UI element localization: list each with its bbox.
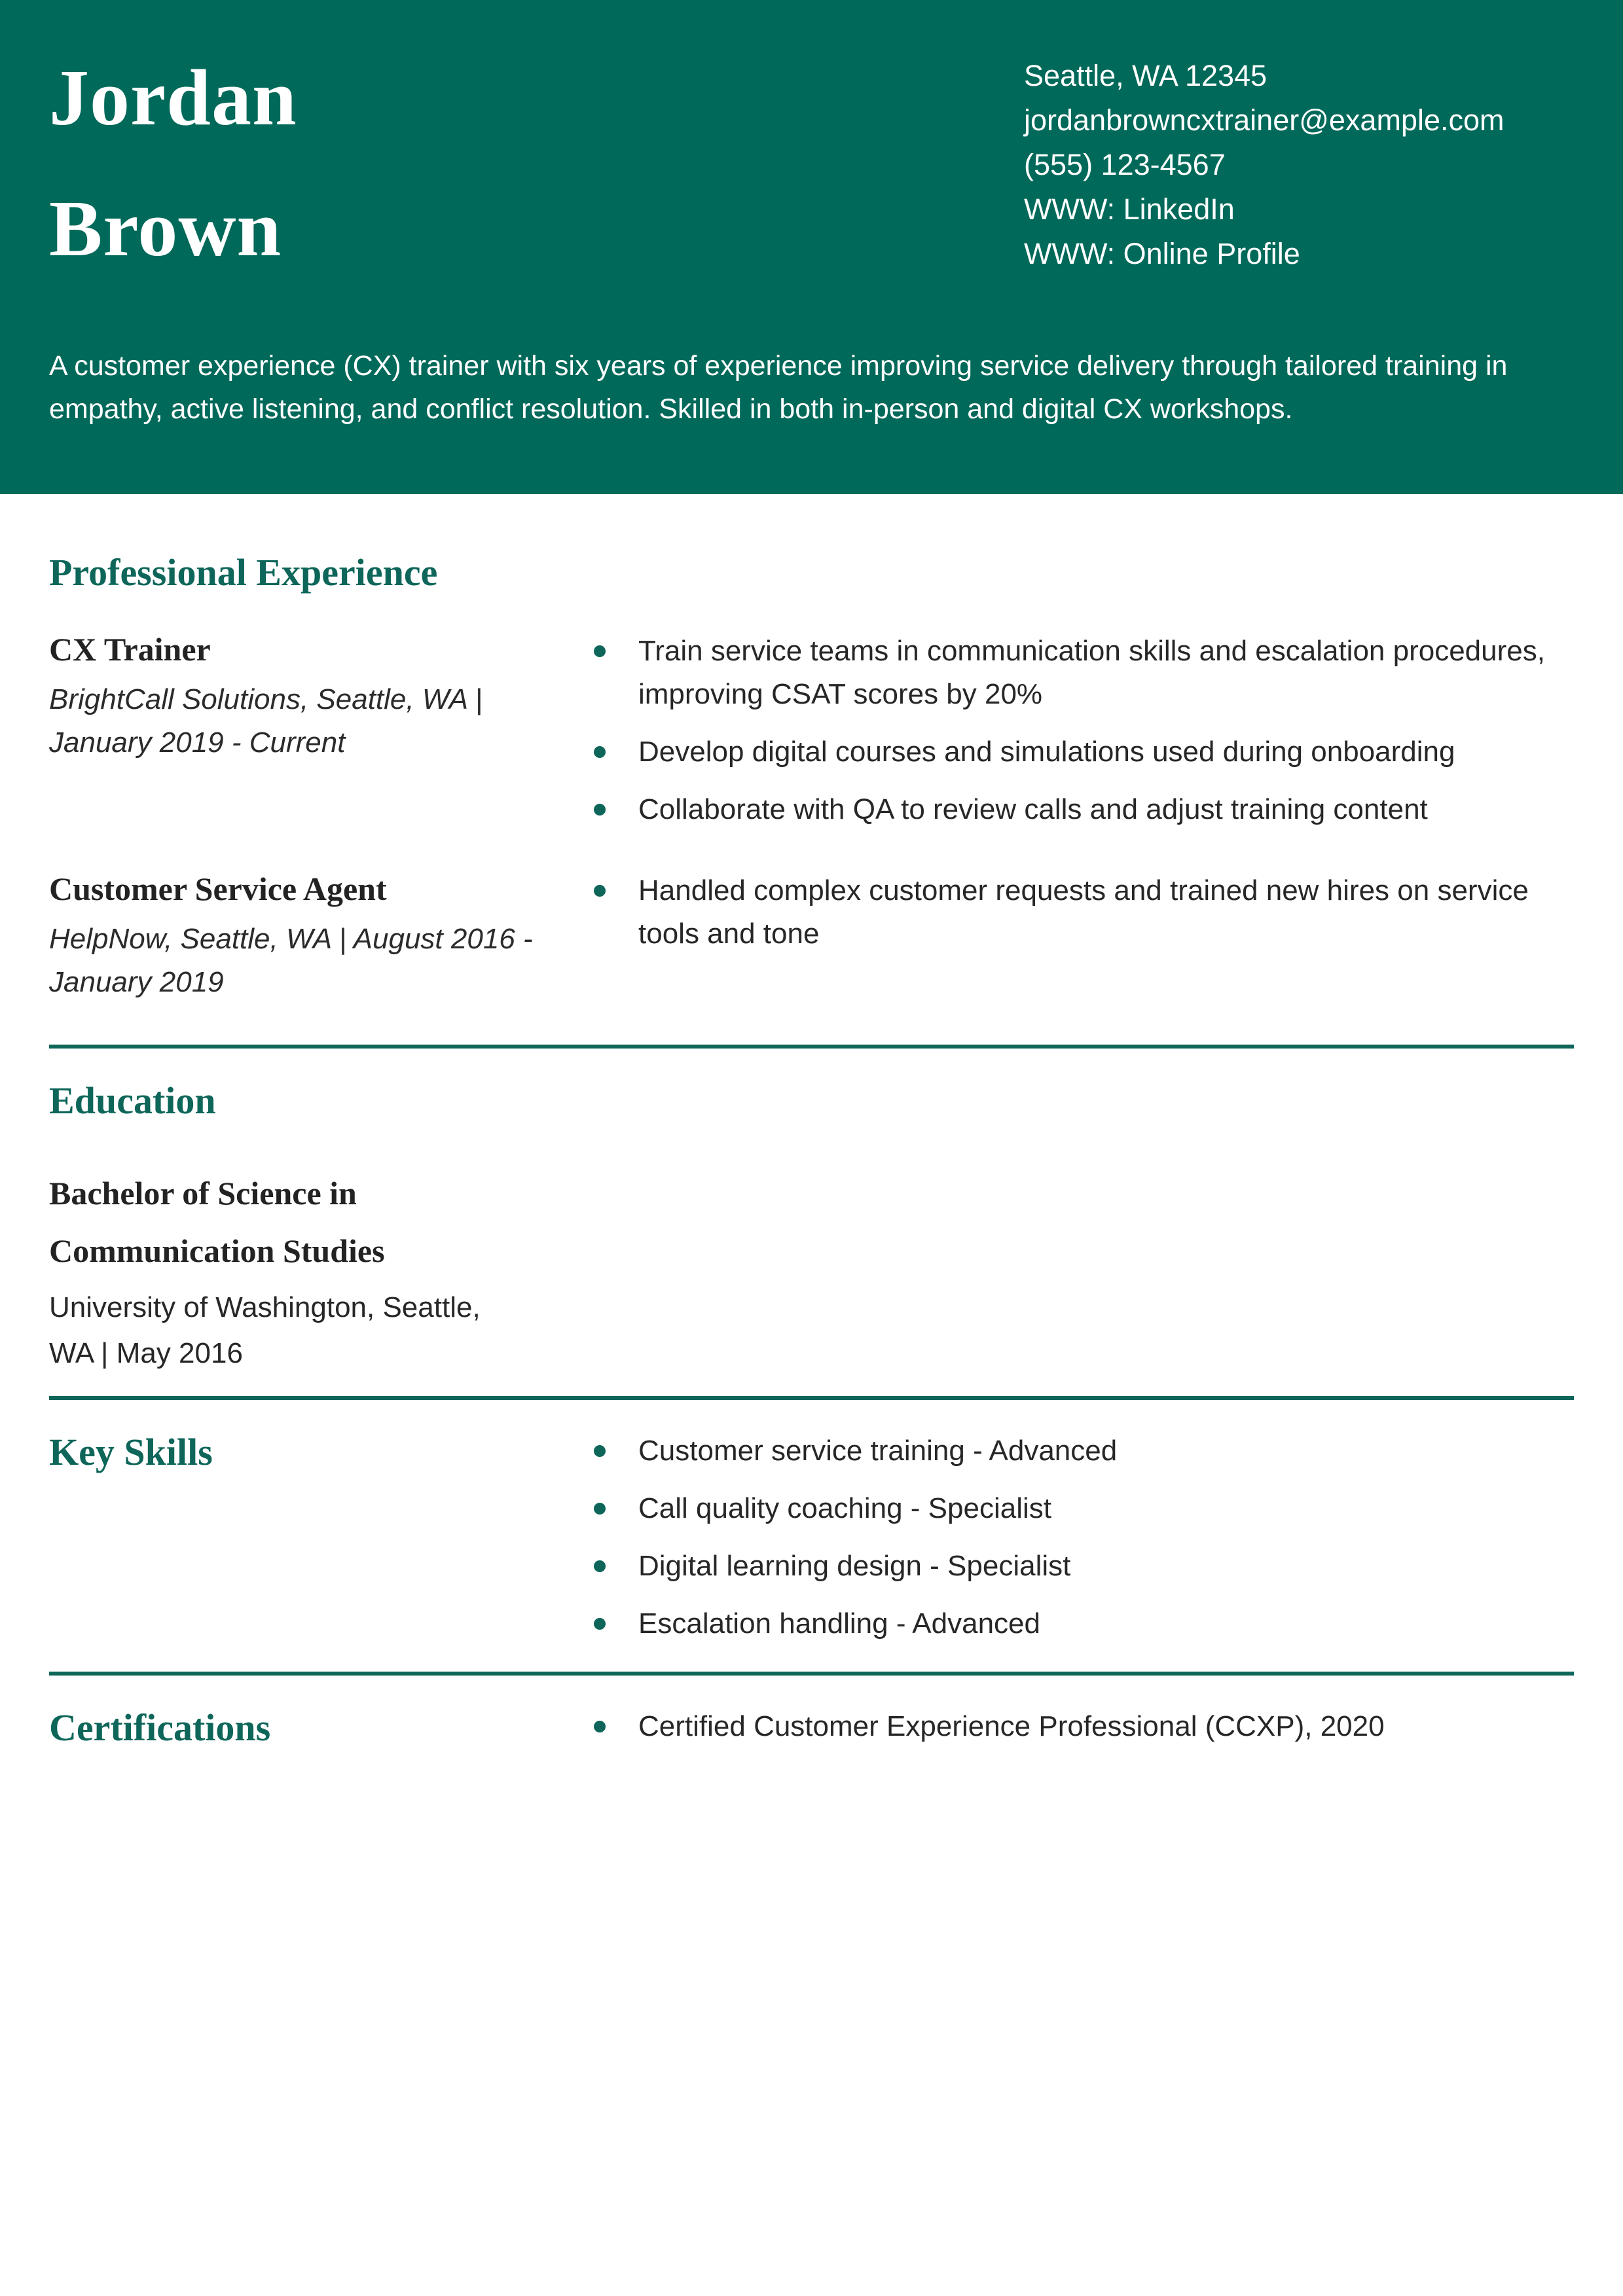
header-top-row: [49, 33, 1574, 295]
key-skills-heading: Key Skills: [49, 1431, 213, 1473]
certifications-bullet-list: [593, 1705, 1574, 1748]
candidate-first-name: Jordan: [49, 54, 297, 142]
section-certifications: [49, 1705, 1574, 1751]
job-bullet: Train service teams in communication skills and escalation procedures, improving CSAT scores by 20%: [593, 630, 1574, 716]
job-bullet-list: [593, 869, 1574, 956]
section-key-skills: [49, 1429, 1574, 1645]
contact-location: Seattle, WA 12345: [1024, 59, 1267, 92]
job-bullet: Collaborate with QA to review calls and adjust training content: [593, 788, 1574, 831]
contact-website: WWW: Online Profile: [1024, 237, 1300, 270]
job-left-column: [49, 630, 593, 764]
education-heading: Education: [49, 1079, 216, 1122]
header-band: [0, 0, 1623, 494]
contact-phone: (555) 123-4567: [1024, 148, 1226, 181]
contact-linkedin: WWW: LinkedIn: [1024, 192, 1235, 226]
job-company-dates: HelpNow, Seattle, WA | August 2016 - January 2019: [49, 923, 533, 998]
certification-item: Certified Customer Experience Professional (CCXP), 2020: [593, 1705, 1574, 1748]
contact-block: [1024, 54, 1574, 276]
professional-experience-heading: Professional Experience: [49, 551, 438, 594]
skill-item: Call quality coaching - Specialist: [593, 1487, 1574, 1530]
skill-item: Digital learning design - Specialist: [593, 1545, 1574, 1588]
section-education: [49, 1078, 1574, 1376]
professional-summary: A customer experience (CX) trainer with six years of experience improving service delivery through tailored training in empathy, active listening, and conflict resolution. Skilled in both in-person and digital CX workshops.: [49, 350, 1508, 425]
job-bullet: Develop digital courses and simulations used during onboarding: [593, 730, 1574, 774]
skill-item: Escalation handling - Advanced: [593, 1602, 1574, 1645]
degree-title: Bachelor of Science in Communication Studies: [49, 1175, 385, 1269]
certifications-heading: Certifications: [49, 1706, 271, 1749]
job-title: Customer Service Agent: [49, 870, 387, 907]
contact-email: jordanbrowncxtrainer@example.com: [1024, 103, 1504, 137]
skills-bullet-list: [593, 1429, 1574, 1645]
school-and-date: University of Washington, Seattle, WA | May 2016: [49, 1291, 481, 1369]
skill-item: Customer service training - Advanced: [593, 1429, 1574, 1473]
job-title: CX Trainer: [49, 631, 211, 668]
candidate-name: [49, 33, 1024, 295]
section-divider: [49, 1672, 1574, 1676]
candidate-last-name: Brown: [49, 185, 282, 273]
job-bullet: Handled complex customer requests and trained new hires on service tools and tone: [593, 869, 1574, 956]
job-bullet-list: [593, 630, 1574, 831]
section-professional-experience: [49, 550, 1574, 1004]
job-company-dates: BrightCall Solutions, Seattle, WA | January 2019 - Current: [49, 683, 483, 759]
job-left-column: [49, 869, 593, 1004]
section-divider: [49, 1045, 1574, 1049]
section-divider: [49, 1396, 1574, 1400]
job-entry-customer-service-agent: [49, 869, 1574, 1004]
resume-body: [0, 550, 1623, 1751]
job-entry-cx-trainer: [49, 630, 1574, 831]
